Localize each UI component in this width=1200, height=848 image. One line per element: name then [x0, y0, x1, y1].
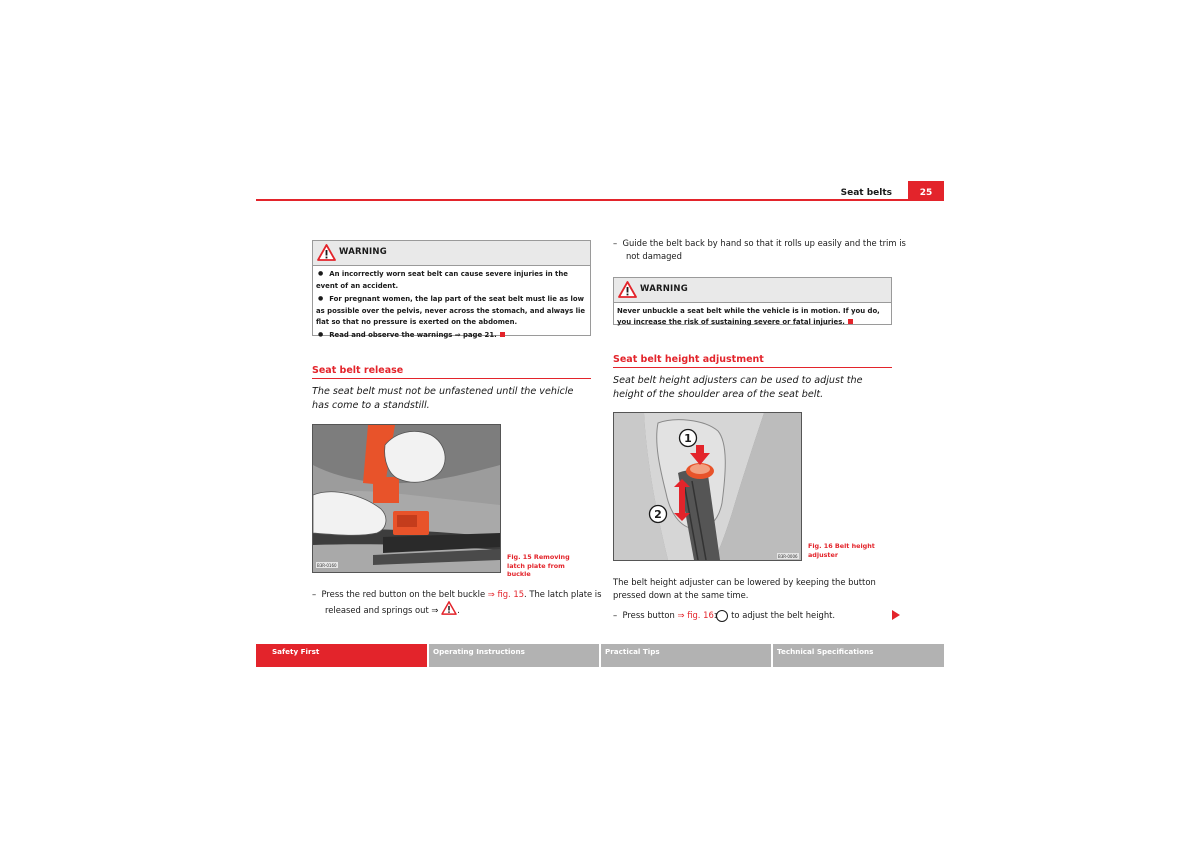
section-rule: [312, 378, 591, 379]
page-number: 25: [908, 181, 944, 201]
callout-1: 1: [684, 432, 692, 445]
figure-15-image: [312, 424, 501, 573]
section-title-height: Seat belt height adjustment: [613, 354, 764, 365]
header-title: Seat belts: [840, 188, 892, 198]
figure-16-image: [613, 412, 802, 561]
warning-triangle-icon[interactable]: [441, 601, 457, 615]
height-lead: Seat belt height adjusters can be used to adjust the height of the shoulder area of the seat belt.: [613, 375, 863, 400]
figure-16-caption: Fig. 16 Belt height adjuster: [808, 542, 875, 559]
figure-code: B3R-0160: [317, 563, 337, 568]
warning-item: ● For pregnant women, the lap part of the seat belt must lie as low as possible over the pelvis, never across the stomach, and always lie flat so that no pressure is exerted on the abdomen.: [316, 294, 586, 327]
callout-number-icon: 1: [716, 610, 728, 622]
warning-title: WARNING: [339, 247, 387, 257]
figure-link[interactable]: ⇒ fig. 16: [677, 610, 714, 620]
warning-body: [614, 303, 891, 332]
warning-title: WARNING: [640, 284, 688, 294]
continue-arrow-icon: [892, 610, 900, 620]
belt-buckle-illustration: [313, 425, 500, 572]
footer-tab-technical-specifications[interactable]: Technical Specifications: [773, 644, 944, 667]
footer-tab-operating-instructions[interactable]: Operating Instructions: [429, 644, 599, 667]
release-step: – Press the red button on the belt buckle ⇒ fig. 15. The latch plate is released and springs out ⇒ .: [312, 589, 602, 615]
section-rule: [613, 367, 892, 368]
figure-code: B3R-0006: [778, 554, 798, 559]
warning-body: [313, 266, 590, 346]
footer-tab-practical-tips[interactable]: Practical Tips: [601, 644, 771, 667]
warning-item: ● An incorrectly worn seat belt can cause severe injuries in the event of an accident.: [316, 269, 586, 292]
warning-box-right: [613, 277, 892, 325]
release-lead: The seat belt must not be unfastened until the vehicle has come to a standstill.: [312, 386, 574, 411]
warning-triangle-icon: [618, 281, 637, 298]
warning-item-last: ● Read and observe the warnings ⇒ page 21.: [316, 330, 586, 342]
height-paragraph: The belt height adjuster can be lowered by keeping the button pressed down at the same time.: [613, 577, 876, 600]
warning-triangle-icon: [317, 244, 336, 261]
belt-height-adjuster-illustration: [614, 413, 801, 560]
warning-header: [313, 241, 590, 266]
footer-tab-safety-first[interactable]: Safety First: [256, 644, 427, 667]
figure-15-caption: Fig. 15 Removing latch plate from buckle: [507, 553, 570, 578]
figure-link[interactable]: ⇒ fig. 15: [487, 589, 525, 599]
end-mark-icon: [848, 319, 853, 324]
guide-step: – Guide the belt back by hand so that it rolls up easily and the trim is not damaged: [613, 238, 906, 261]
header-rule: [256, 199, 944, 201]
warning-header: [614, 278, 891, 303]
warning-box-left: [312, 240, 591, 339]
section-title-release: Seat belt release: [312, 365, 404, 376]
end-mark-icon: [500, 332, 505, 337]
warning-text: Never unbuckle a seat belt while the vehicle is in motion. If you do, you increase the risk of sustaining severe or fatal injuries.: [617, 307, 880, 326]
height-step: – Press button ⇒ fig. 16 1 to adjust the belt height.: [613, 610, 836, 620]
callout-2: 2: [654, 508, 662, 521]
